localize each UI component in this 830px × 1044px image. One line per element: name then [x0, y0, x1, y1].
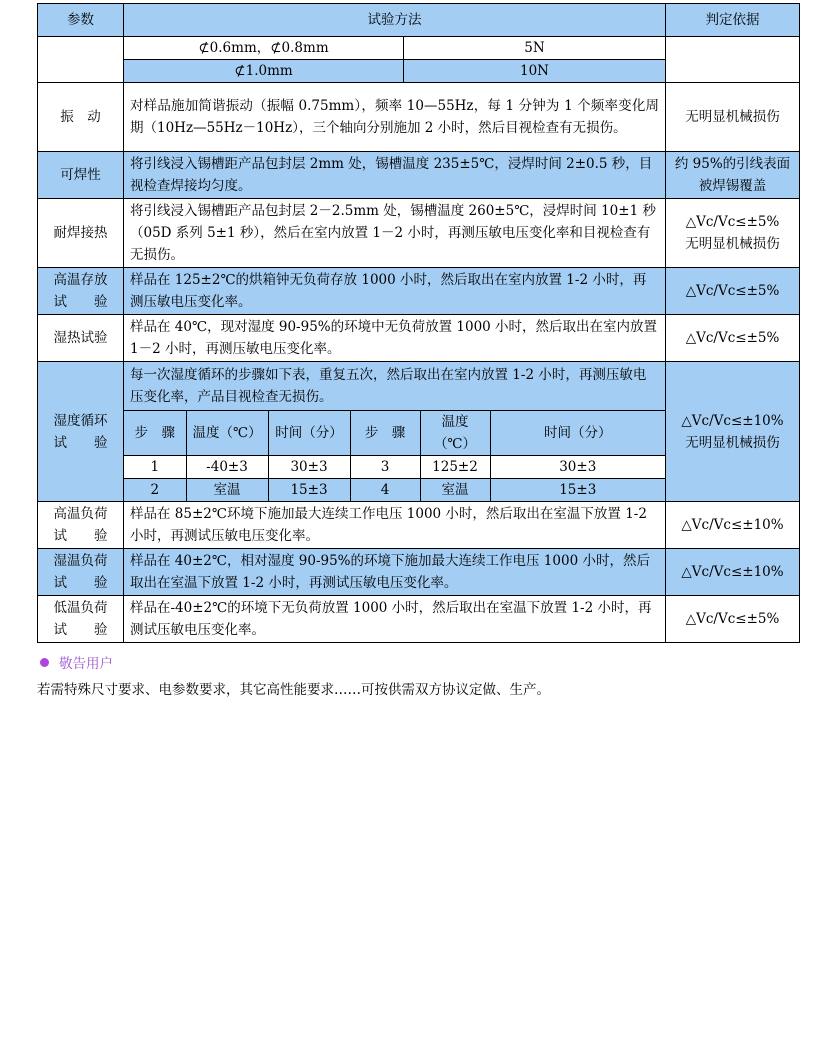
- header-param: 参数: [38, 4, 124, 37]
- steps-cell: 室温: [186, 479, 268, 502]
- steps-cell: 4: [350, 479, 420, 502]
- solderability-method: 将引线浸入锡槽距产品包封层 2mm 处，锡槽温度 235±5℃，浸焊时间 2±0.5 秒，目视检查焊接均匀度。: [124, 152, 666, 199]
- high-temp-load-param: [38, 502, 124, 549]
- low-temp-load-param-line2: 试 验: [53, 622, 108, 638]
- steps-cell: 30±3: [268, 456, 350, 479]
- header-criteria: 判定依据: [666, 4, 800, 37]
- vibration-param: 振 动: [38, 83, 124, 152]
- low-temp-load-method: 样品在-40±2℃的环境下无负荷放置 1000 小时，然后取出在室温下放置 1-2 小时，再测试压敏电压变化率。: [124, 596, 666, 643]
- damp-heat-param: 湿热试验: [38, 315, 124, 362]
- tension-b-value: 10N: [404, 60, 666, 83]
- damp-heat-method: 样品在 40℃，现对湿度 90-95%的环境中无负荷放置 1000 小时，然后取出在室内放置 1－2 小时，再测压敏电压变化率。: [124, 315, 666, 362]
- humidity-cycle-method-text: 每一次湿度循环的步骤如下表，重复五次，然后取出在室内放置 1-2 小时，再测压敏电压变化率，产品目视检查无损伤。: [130, 367, 647, 405]
- steps-header-cell: 时间（分）: [490, 411, 665, 456]
- humidity-cycle-param-line1: 湿度循环: [53, 412, 108, 429]
- table-row-high-temp-load: [38, 502, 800, 549]
- steps-header-cell: 温度（℃）: [186, 411, 268, 456]
- table-row-vibration: [38, 83, 800, 152]
- damp-heat-criteria: △Vc/Vc≤±5%: [666, 315, 800, 362]
- steps-cell: 3: [350, 456, 420, 479]
- solderability-criteria-line1: 约 95%的引线表面: [674, 156, 791, 172]
- notice-title: 敬告用户: [59, 656, 113, 672]
- humidity-cycle-criteria-line1: △Vc/Vc≤±10%: [681, 412, 784, 429]
- table-row-damp-heat: [38, 315, 800, 362]
- steps-cell: 2: [124, 479, 186, 502]
- table-row-humidity-cycle: [38, 362, 800, 502]
- steps-header-cell: 时间（分）: [268, 411, 350, 456]
- low-temp-load-param: [38, 596, 124, 643]
- steps-header-cell: 步 骤: [124, 411, 186, 456]
- damp-load-param-line2: 试 验: [53, 575, 108, 591]
- steps-cell: -40±3: [186, 456, 268, 479]
- high-temp-storage-param: [38, 268, 124, 315]
- heat-resist-criteria-line1: △Vc/Vc≤±5%: [685, 214, 780, 230]
- header-method: 试验方法: [124, 4, 666, 37]
- notice-text: 若需特殊尺寸要求、电参数要求，其它高性能要求……可按供需双方协议定做、生产。: [37, 682, 550, 698]
- high-temp-load-param-line1: 高温负荷: [53, 506, 108, 522]
- heat-resist-criteria-line2: 无明显机械损伤: [685, 236, 780, 252]
- table-row-heat-resist: [38, 199, 800, 268]
- vibration-criteria: 无明显机械损伤: [666, 83, 800, 152]
- humidity-cycle-param: [38, 362, 124, 502]
- damp-load-criteria: △Vc/Vc≤±10%: [666, 549, 800, 596]
- table-row-damp-load: [38, 549, 800, 596]
- steps-cell: 30±3: [490, 456, 665, 479]
- tension-b-label: ⊄1.0mm: [124, 60, 404, 83]
- steps-cell: 125±2: [420, 456, 490, 479]
- vibration-method: 对样品施加简谐振动（振幅 0.75mm），频率 10—55Hz，每 1 分钟为 1 个频率变化周期（10Hz—55Hz－10Hz），三个轴向分别施加 2 小时，然后目视检查有无损伤。: [124, 83, 666, 152]
- steps-cell: 1: [124, 456, 186, 479]
- humidity-cycle-method: [124, 362, 666, 502]
- steps-header-row: [124, 411, 665, 456]
- steps-row: [124, 456, 665, 479]
- tension-criteria-cell: [666, 37, 800, 83]
- table-header-row: [38, 4, 800, 37]
- low-temp-load-criteria: △Vc/Vc≤±5%: [666, 596, 800, 643]
- table-row-tension-a: [38, 37, 800, 60]
- tension-a-value: 5N: [404, 37, 666, 60]
- heat-resist-method: 将引线浸入锡槽距产品包封层 2－2.5mm 处，锡槽温度 260±5℃，浸焊时间 10±1 秒（05D 系列 5±1 秒），然后在室内放置 1－2 小时，再测压敏电压变化率和目视检查有无损伤。: [124, 199, 666, 268]
- high-temp-load-criteria: △Vc/Vc≤±10%: [666, 502, 800, 549]
- steps-header-cell: 温度（℃）: [420, 411, 490, 456]
- table-row-high-temp-storage: [38, 268, 800, 315]
- steps-cell: 15±3: [490, 479, 665, 502]
- table-row-solderability: [38, 152, 800, 199]
- solderability-criteria-line2: 被焊锡覆盖: [698, 178, 767, 194]
- humidity-cycle-param-line2: 试 验: [53, 434, 108, 451]
- humidity-cycle-steps-table: [124, 410, 665, 501]
- high-temp-storage-param-line1: 高温存放: [53, 272, 108, 288]
- low-temp-load-param-line1: 低温负荷: [53, 600, 108, 616]
- damp-load-param-line1: 湿温负荷: [53, 553, 108, 569]
- solderability-criteria: [666, 152, 800, 199]
- steps-row: [124, 479, 665, 502]
- steps-cell: 15±3: [268, 479, 350, 502]
- high-temp-storage-param-line2: 试 验: [53, 294, 108, 310]
- solderability-param: 可焊性: [38, 152, 124, 199]
- humidity-cycle-criteria-line2: 无明显机械损伤: [685, 434, 780, 451]
- steps-cell: 室温: [420, 479, 490, 502]
- heat-resist-param: 耐焊接热: [38, 199, 124, 268]
- steps-header-cell: 步 骤: [350, 411, 420, 456]
- tension-param-cell: [38, 37, 124, 83]
- heat-resist-criteria: [666, 199, 800, 268]
- high-temp-load-param-line2: 试 验: [53, 528, 108, 544]
- damp-load-param: [38, 549, 124, 596]
- table-row-low-temp-load: [38, 596, 800, 643]
- high-temp-load-method: 样品在 85±2℃环境下施加最大连续工作电压 1000 小时，然后取出在室温下放置 1-2 小时，再测试压敏电压变化率。: [124, 502, 666, 549]
- high-temp-storage-method: 样品在 125±2℃的烘箱钟无负荷存放 1000 小时，然后取出在室内放置 1-2 小时，再测压敏电压变化率。: [124, 268, 666, 315]
- high-temp-storage-criteria: △Vc/Vc≤±5%: [666, 268, 800, 315]
- humidity-cycle-criteria: [666, 362, 800, 502]
- bullet-dot-icon: [40, 658, 49, 667]
- damp-load-method: 样品在 40±2℃，相对湿度 90-95%的环境下施加最大连续工作电压 1000 小时，然后取出在室温下放置 1-2 小时，再测试压敏电压变化率。: [124, 549, 666, 596]
- notice-heading: [40, 652, 113, 672]
- test-spec-table: [37, 3, 800, 643]
- tension-a-label: ⊄0.6mm，⊄0.8mm: [124, 37, 404, 60]
